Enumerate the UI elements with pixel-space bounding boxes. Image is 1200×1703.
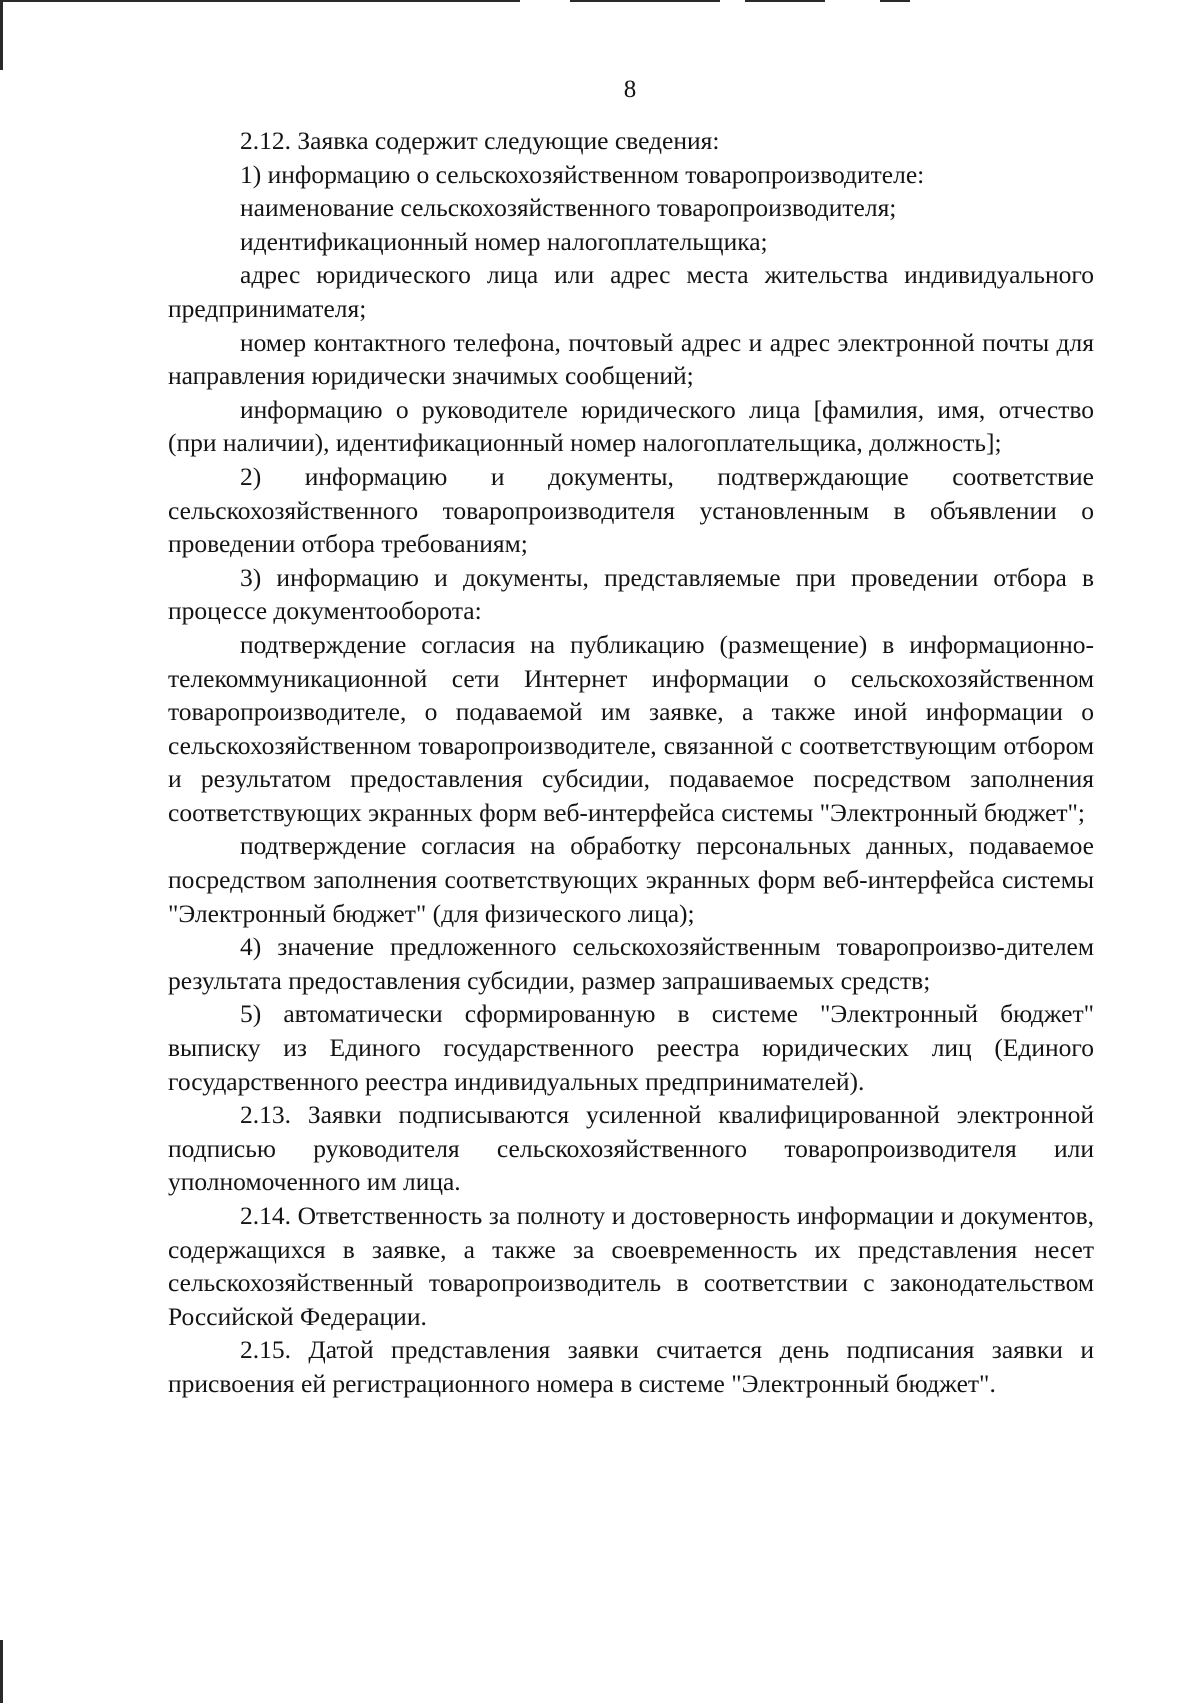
- sub-item-manager: информацию о руководителе юридического лица [фамилия, имя, отчество (при наличии), идентификационный номер налогоплательщика, должность];: [168, 394, 1094, 458]
- list-item-5: 5) автоматически сформированную в системе "Электронный бюджет" выписку из Единого государственного реестра юридических лиц (Единого государственного реестра индивидуальных предпринимателей).: [168, 999, 1094, 1096]
- list-item-2: 2) информацию и документы, подтверждающие соответствие сельскохозяйственного товаропроизводителя установленным в объявлении о проведении отбора требованиям;: [168, 461, 1094, 559]
- document-body: [168, 124, 1094, 1401]
- page-number: 8: [623, 76, 637, 103]
- sub-item-contacts: номер контактного телефона, почтовый адрес и адрес электронной почты для направления юридически значимых сообщений;: [168, 327, 1094, 391]
- paragraph-2-12: 2.12. Заявка содержит следующие сведения:: [240, 126, 720, 155]
- scan-top-edge: [0, 0, 1200, 2]
- sub-item-personal-data-consent: подтверждение согласия на обработку персональных данных, подаваемое посредством заполнения соответствующих экранных форм веб-интерфейса системы "Электронный бюджет" (для физического лица);: [168, 831, 1094, 928]
- paragraph-2-15: 2.15. Датой представления заявки считается день подписания заявки и присвоения ей регистрационного номера в системе "Электронный бюджет".: [168, 1335, 1094, 1398]
- scan-left-edge-lower: [0, 1640, 3, 1703]
- sub-item-name: наименование сельскохозяйственного товаропроизводителя;: [240, 193, 897, 223]
- list-item-1: 1) информацию о сельскохозяйственном товаропроизводителе:: [240, 159, 925, 189]
- list-item-3: 3) информацию и документы, представляемые при проведении отбора в процессе документооборота:: [168, 562, 1094, 626]
- list-item-4: 4) значение предложенного сельскохозяйственным товаропроизво-дителем результата предоставления субсидии, размер запрашиваемых средств;: [168, 932, 1094, 995]
- paragraph-2-13: 2.13. Заявки подписываются усиленной квалифицированной электронной подписью руководителя сельскохозяйственного товаропроизводителя или уполномоченного им лица.: [168, 1100, 1094, 1197]
- sub-item-publication-consent: подтверждение согласия на публикацию (размещение) в информационно-телекоммуникационной сети Интернет информации о сельскохозяйственном товаропроизводителе, о подаваемой им заявке, а также иной информации о сельскохозяйственном товаропроизводителе, связанной с соответствующим отбором и результатом предоставления субсидии, подаваемое посредством заполнения соответствующих экранных форм веб-интерфейса системы "Электронный бюджет";: [168, 629, 1094, 827]
- paragraph-2-14: 2.14. Ответственность за полноту и достоверность информации и документов, содержащихся в заявке, а также за своевременность их представления несет сельскохозяйственный товаропроизводитель в соответствии с законодательством Российской Федерации.: [168, 1201, 1094, 1331]
- scan-left-edge: [0, 0, 3, 70]
- sub-item-address: адрес юридического лица или адрес места жительства индивидуального предпринимателя;: [168, 260, 1094, 323]
- sub-item-inn: идентификационный номер налогоплательщика;: [240, 226, 768, 256]
